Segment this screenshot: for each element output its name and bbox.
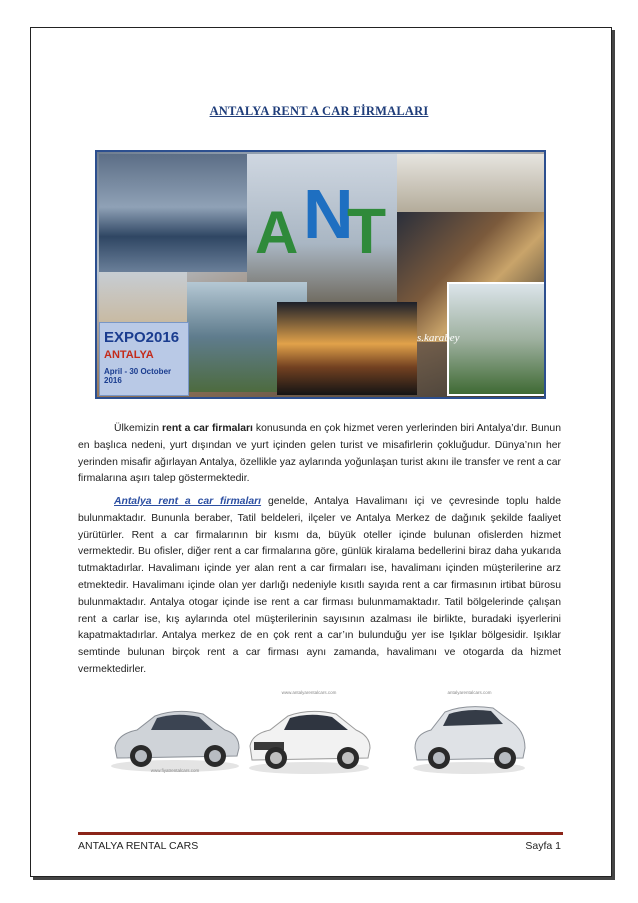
park-photo [447, 282, 546, 396]
silver-sedan-icon [107, 690, 243, 778]
letter-n: N [303, 175, 354, 253]
car2-caption: www.antalyarentalcars.com [281, 690, 337, 695]
sunset-photo [277, 302, 417, 395]
footer-company-name: ANTALYA RENTAL CARS [78, 840, 199, 852]
car1-caption: www.fiyatrentalcars.com [150, 768, 200, 773]
letter-t: T [347, 195, 387, 267]
footer-rule [78, 832, 563, 835]
car-image-volkswagen-jetta [244, 690, 374, 778]
document-title: ANTALYA RENT A CAR FİRMALARI [209, 104, 429, 118]
intro-paragraph [78, 421, 561, 488]
sea-photo [99, 154, 249, 272]
hatchback-icon [409, 690, 530, 778]
expo-logo-line2: ANTALYA [104, 349, 154, 361]
white-sedan-icon [244, 690, 374, 778]
expo-logo-line3: April - 30 October 2016 [104, 367, 172, 385]
antalya-rent-a-car-link[interactable]: Antalya rent a car firmaları [114, 496, 262, 507]
trees-photo [397, 154, 544, 214]
letter-a: A [255, 199, 299, 266]
car-image-hyundai [107, 690, 243, 778]
details-paragraph [78, 494, 561, 679]
car3-caption: antalyarentalcars.com [447, 690, 492, 695]
antalya-photo-collage [95, 150, 546, 399]
details-post: genelde, Antalya Havalimanı içi ve çevresinde toplu halde bulunmaktadır. Bununla beraber, Tatil beldeleri, ilçeler ve Antalya Merkez de dağınık şekilde faaliyet yürütürler. Rent a car firmalarının bir kısmı da, büyük oteller içinde bulunan ofislerden hizmet vermektedir. Bu ofisler, diğer rent a car firmalarına göre, günlük kiralama bedellerini biraz daha yukarıda tutmaktadırlar. Havalimanı içinde yer alan rent a car firmaları ise, havalimanı içinden müşterilerine arz etmektedir. Havalimanı içinde olan yer darlığı nedeniyle kısıtlı sayıda rent a car firmasının irtibat bürosu bulunmaktadır. Antalya otogar içinde ise rent a car firması bulunmamaktadır. Tatil bölgelerinde çalışan rent a carlar ise, kış aylarında otel müşterilerinin sayısının azalması ile birlikte, buradaki işyerlerini kapatmaktadırlar. Antalya merkez de en çok rent a car’ın bulunduğu yer ise Işıklar bölgesidir. Işıklar semtinde bulunan birçok rent a car firması aynı zamanda, havalimanı ve otogarda da hizmet vermektedirler. [78, 496, 561, 675]
intro-keyword: rent a car firmaları [162, 423, 253, 434]
intro-post: konusunda en çok hizmet veren yerlerinden biri Antalya’dır. Bunun en başlıca nedeni, yurt dışından ve yurt içinden gelen turist ve misafirlerin çokluğudur. Dünya’nın her yerinden misafir ağırlayan Antalya, özellikle yaz aylarında yoğunlaşan turist akını ile transfer ve rent a car firmalarına aşırı talep göstermektedir. [78, 423, 561, 485]
photographer-signature: s.karabey [417, 332, 460, 344]
car-image-volkswagen-polo [409, 690, 530, 778]
footer-page-number: Sayfa 1 [525, 840, 561, 852]
intro-pre: Ülkemizin [114, 423, 163, 434]
expo-logo-line1: EXPO2016 [104, 329, 180, 346]
expo-2016-logo [99, 322, 189, 396]
